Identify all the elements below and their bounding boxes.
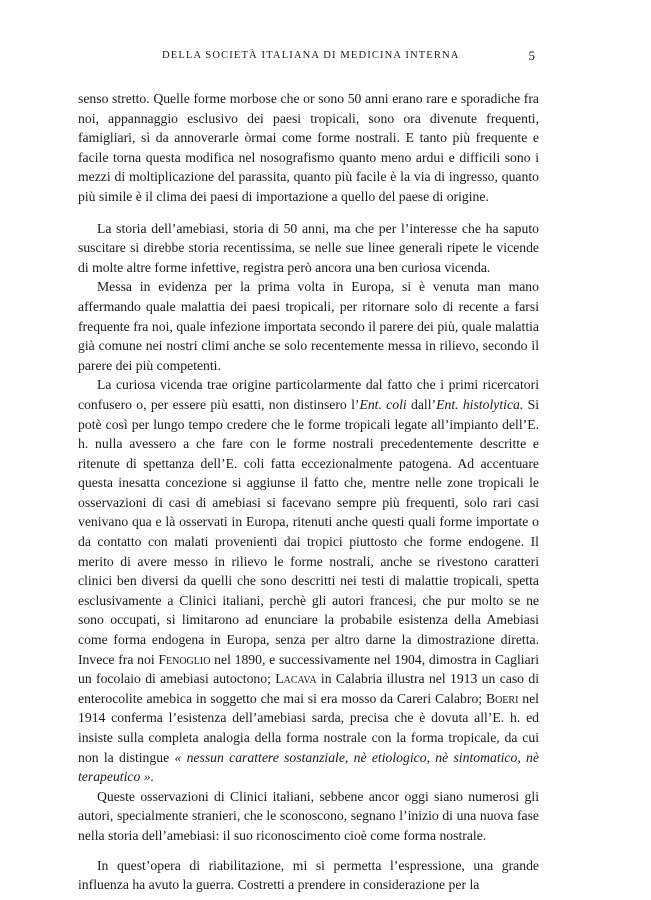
paragraph-1: senso stretto. Quelle forme morbose che or sono 50 anni erano rare e sporadiche fra noi, appannaggio esclusivo dei paesi tropicali, sono ora divenute frequenti, famigliari, sì da annoverarle òrmai come forme nostrali. E tanto più frequente e facile torna questa modifica nel nosografismo quanto meno ardui e difficili sono i mezzi di moltiplicazione del parassita, quanto più facile è la via di ingresso, quanto più simile è il clima dei paesi di importazione a quello del paese di origine. [78, 91, 539, 204]
paragraph-4 [78, 375, 539, 786]
paragraph-4-text: nel 1914 conferma l’esistenza dell’amebiasi sarda, precisa che è dovuta all’E. h. ed insiste sulla completa analogia della forma nostrale con la forma tropicale, da cui non la distingue [78, 690, 539, 765]
paragraph-4-text: nel 1890, e successivamente nel 1904, dimostra in Cagliari un focolaio di amebiasi autoctono; [78, 651, 540, 687]
paragraph-4-text: dall’ [406, 396, 437, 412]
quotation: « nessun carattere sostanziale, nè etiologico, nè sintomatico, nè terapeutico ». [78, 749, 539, 785]
author-name: Fenoglio [158, 651, 211, 667]
paragraph-4-text: in Calabria illustra nel 1913 un caso di enterocolite amebica in soggetto che mai si era mosso da Careri Calabro; [78, 671, 539, 706]
paragraph-3: Messa in evidenza per la prima volta in Europa, si è venuta man mano affermando quale malattia dei paesi tropicali, per ritornare solo di recente a farsi frequente fra noi, quale infezione importata secondo il parere dei più, quale malattia già comune nei nostri climi anche se solo recentemente messa in rilievo, secondo il parere dei più competenti. [78, 279, 539, 373]
italic-term: Ent. histolytica. [436, 396, 524, 412]
header-title: DELLA SOCIETÀ ITALIANA DI MEDICINA INTERNA [162, 50, 460, 61]
paragraph-6: In quest’opera di riabilitazione, mi si permetta l’espressione, una grande influenza ha avuto la guerra. Costretti a prendere in considerazione per la [78, 857, 539, 893]
paragraph-5: Queste osservazioni di Clinici italiani, sebbene ancor oggi siano numerosi gli autori, specialmente stranieri, che le sconoscono, segnano l’inizio di una nuova fase nella storia dell’amebiasi: il suo riconoscimento cioè come forma nostrale. [78, 788, 539, 843]
paragraph-2: La storia dell’amebiasi, storia di 50 anni, ma che per l’interesse che ha saputo suscitare si direbbe storia recentissima, se nelle sue linee generali ripete le vicende di molte altre forme infettive, registra però ancora una ben curiosa vicenda. [78, 220, 539, 275]
paragraph-4-text: Si potè così per lungo tempo credere che le forme tropicali legate all’impianto dell’E. h. nulla avessero a che fare con le forme nostrali precedentemente descritte e ritenute di spettanza dell’E. coli fatta eccezionalmente patogena. Ad accentuare questa inesatta concezione si aggiunse il fatto che, mentre nelle zone tropicali le osservazioni di casi di amebiasi si facevano sempre più frequenti, solo rari casi venivano qua e là osservati in Europa, ritenuti anche questi quali forme importate o da contatto con malati provenienti dai tropici piuttosto che forme endogene. Il merito di avere messo in rilievo le forme nostrali, anche se rivestono caratteri clinici ben diversi da quelli che sono descritti nei testi di malattie tropicali, spetta esclusivamente a Clinici italiani, perchè gli autori francesi, che pur molto se ne sono occupati, si limitarono ad enunciare la probabile esistenza della Amebiasi come forma endogena in Europa, senza per altro darne la dimostrazione diretta. Invece fra noi [78, 396, 539, 667]
page-number: 5 [528, 48, 535, 63]
author-name: Lacava [275, 671, 317, 687]
italic-term: Ent. coli [359, 396, 407, 412]
body-text [78, 89, 539, 895]
paragraph-4-text: La curiosa vicenda trae origine particolarmente dal fatto che i primi ricercatori confusero o, per essere più esatti, non distinsero l’ [78, 377, 539, 412]
author-name: Boeri [485, 690, 519, 706]
running-header [78, 46, 535, 68]
